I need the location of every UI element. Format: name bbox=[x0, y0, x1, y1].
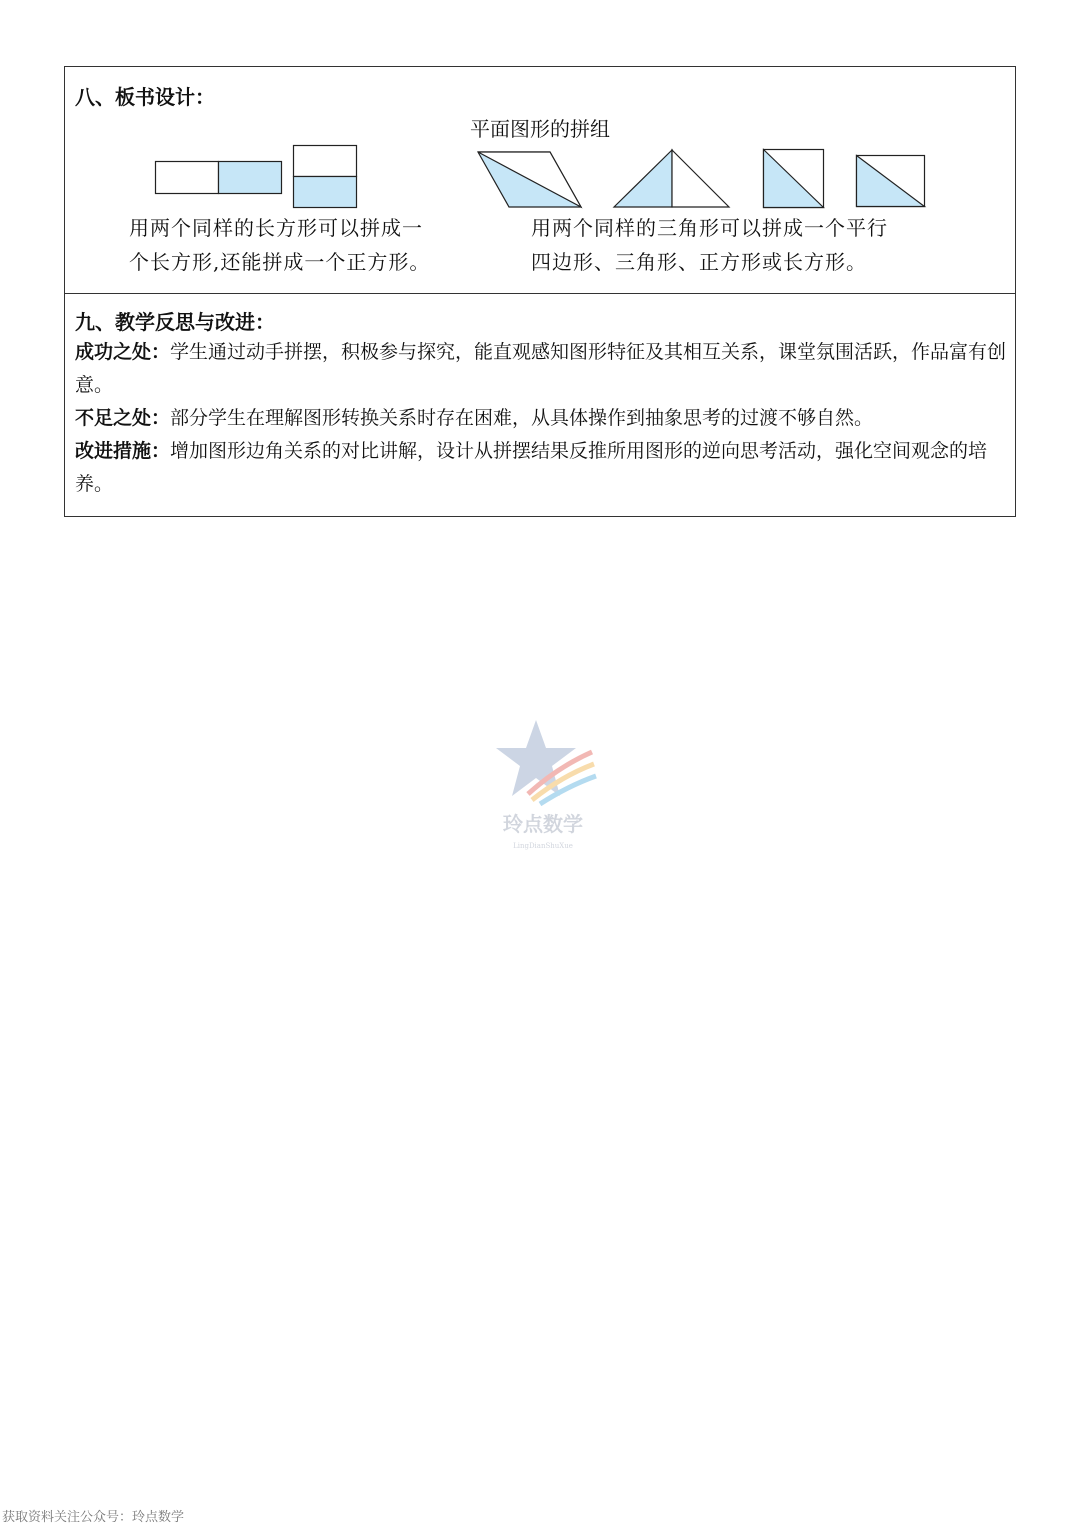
footer-note: 获取资料关注公众号：玲点数学 bbox=[2, 1510, 185, 1525]
triangle-figure bbox=[613, 149, 731, 209]
success-text: 学生通过动手拼摆，积极参与探究，能直观感知图形特征及其相互关系，课堂氛围活跃，作品富有创意。 bbox=[75, 341, 1007, 396]
shortcoming-text: 部分学生在理解图形转换关系时存在困难，从具体操作到抽象思考的过渡不够自然。 bbox=[170, 407, 874, 429]
shortcoming-paragraph bbox=[75, 402, 1007, 435]
shortcoming-label: 不足之处： bbox=[75, 407, 171, 429]
star-logo-icon bbox=[488, 712, 598, 807]
improvement-text: 增加图形边角关系的对比讲解，设计从拼摆结果反推所用图形的逆向思考活动，强化空间观念的培养。 bbox=[75, 440, 988, 495]
reflection-heading: 九、教学反思与改进： bbox=[75, 310, 275, 334]
board-design-heading: 八、板书设计： bbox=[75, 85, 215, 109]
two-rectangles-figure bbox=[155, 161, 283, 195]
triangles-caption-line-2: 四边形、三角形、正方形或长方形。 bbox=[531, 250, 867, 274]
improvement-paragraph bbox=[75, 435, 1007, 501]
square-figure bbox=[763, 149, 825, 209]
stacked-rectangles-square-figure bbox=[293, 145, 359, 209]
board-title: 平面图形的拼组 bbox=[470, 117, 610, 141]
success-label: 成功之处： bbox=[75, 341, 171, 363]
watermark-logo bbox=[488, 712, 608, 862]
watermark-name: 玲点数学 bbox=[503, 812, 583, 836]
board-design-section bbox=[65, 67, 1015, 294]
lesson-plan-table bbox=[64, 66, 1016, 517]
success-paragraph bbox=[75, 336, 1007, 402]
parallelogram-figure bbox=[477, 151, 583, 209]
watermark-subtitle: LingDianShuXue bbox=[513, 842, 573, 850]
improvement-label: 改进措施： bbox=[75, 440, 171, 462]
triangles-caption-line-1: 用两个同样的三角形可以拼成一个平行 bbox=[531, 216, 888, 240]
rectangles-caption-line-2: 个长方形,还能拼成一个正方形。 bbox=[129, 250, 431, 274]
rectangles-caption-line-1: 用两个同样的长方形可以拼成一 bbox=[129, 216, 423, 240]
rectangle-from-triangles-figure bbox=[856, 155, 926, 209]
